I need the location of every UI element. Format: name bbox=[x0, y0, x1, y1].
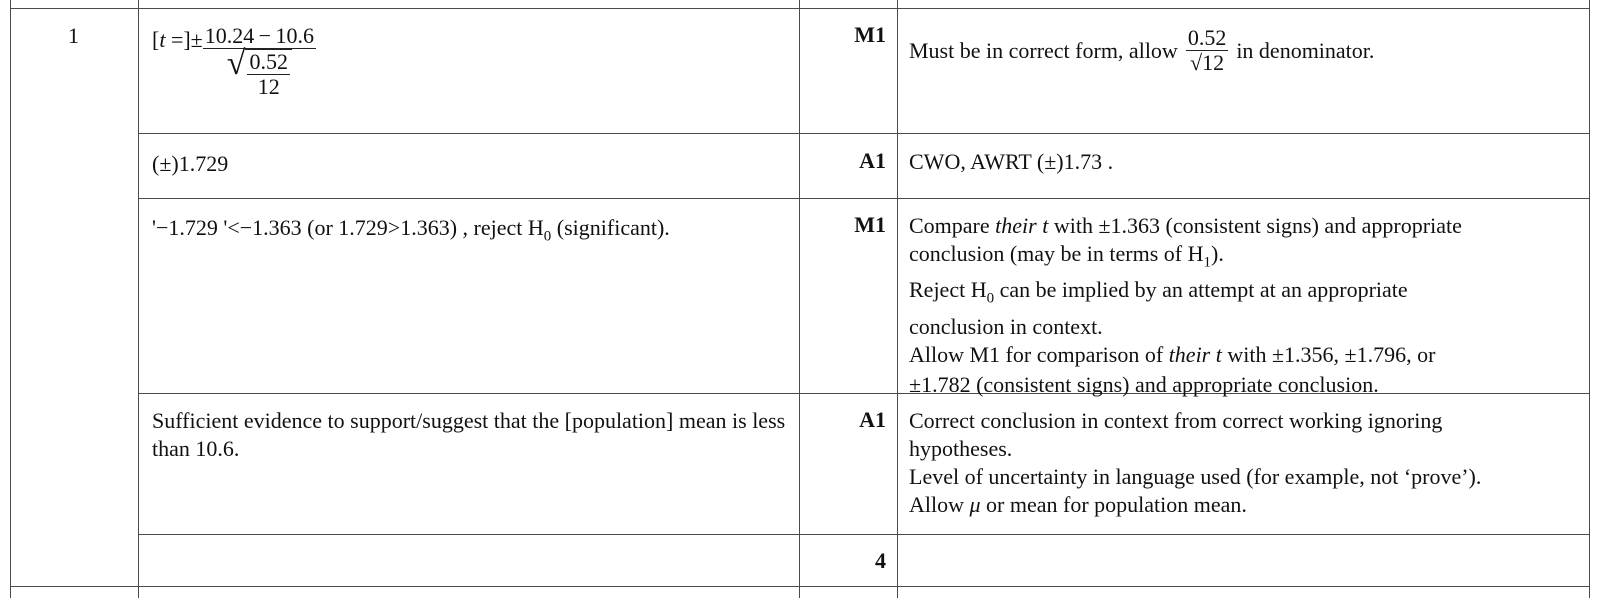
guidance-text: can be implied by an attempt at an appropriate bbox=[994, 277, 1408, 303]
column-divider bbox=[799, 0, 800, 598]
row-divider bbox=[138, 534, 1590, 535]
mark-a1: A1 bbox=[859, 148, 886, 173]
guidance-text: Compare bbox=[909, 213, 996, 238]
subscript: 0 bbox=[543, 228, 552, 245]
guidance-italic: their bbox=[1168, 341, 1211, 367]
guidance-text: in denominator. bbox=[1236, 37, 1375, 63]
guidance-text: Reject H bbox=[909, 277, 987, 303]
guidance-text: hypotheses. bbox=[909, 436, 1013, 461]
mark-scheme-table bbox=[10, 0, 1590, 598]
table-border-right bbox=[1589, 0, 1590, 598]
answer-t-value: (±)1.729 bbox=[152, 151, 229, 176]
table-border-top bbox=[10, 8, 1590, 9]
guidance-text: conclusion (may be in terms of H bbox=[909, 241, 1204, 266]
guidance-text: ). bbox=[1211, 241, 1224, 266]
t-numerator: 10.24 − 10.6 bbox=[204, 23, 314, 48]
guidance-italic: t bbox=[1042, 213, 1049, 238]
guidance-italic: their bbox=[995, 213, 1037, 238]
guidance-text: Correct conclusion in context from correct working ignoring bbox=[909, 408, 1443, 433]
subscript: 0 bbox=[986, 290, 995, 307]
guidance-text: with ±1.363 (consistent signs) and appropriate bbox=[1048, 213, 1462, 238]
mark-m1: M1 bbox=[854, 212, 886, 237]
sqrt-expression: √ $\frac{0.52}{12}$ bbox=[227, 49, 292, 99]
column-divider bbox=[138, 0, 139, 598]
question-number: 1 bbox=[68, 23, 79, 48]
guidance-text: conclusion in context. bbox=[909, 313, 1103, 339]
subscript: 1 bbox=[1203, 254, 1211, 271]
guidance-text: Must be in correct form, allow bbox=[909, 37, 1178, 63]
total-marks: 4 bbox=[875, 548, 886, 573]
guidance-row-1 bbox=[909, 26, 1374, 75]
table-border-bottom bbox=[10, 586, 1590, 587]
guidance-text: Level of uncertainty in language used (for example, not ‘prove’). bbox=[909, 464, 1482, 489]
guidance-row-4 bbox=[909, 407, 1579, 519]
guidance-row-2: CWO, AWRT (±)1.73 . bbox=[909, 149, 1114, 174]
guidance-fraction: $\frac{0.52}{√12}$ bbox=[1187, 25, 1227, 75]
guidance-text: or mean for population mean. bbox=[980, 492, 1247, 517]
guidance-fraction-denominator: 12 bbox=[1202, 50, 1225, 75]
answer-comparison-text: '−1.729 '<−1.363 (or 1.729>1.363) , reject H bbox=[152, 215, 544, 240]
guidance-text: with ±1.356, ±1.796, or bbox=[1221, 341, 1436, 367]
sqrt-numerator: 0.52 bbox=[249, 49, 288, 74]
mark-m1: M1 bbox=[854, 22, 886, 47]
answer-t-formula: [t =]± 10.24 − 10.6 √ $\frac{0.52}{12}$ bbox=[152, 23, 314, 99]
t-fraction bbox=[203, 24, 316, 99]
guidance-fraction-numerator: 0.52 bbox=[1187, 25, 1227, 50]
row-divider bbox=[138, 198, 1590, 199]
answer-comparison-text: (significant). bbox=[551, 215, 670, 240]
answer-comparison bbox=[152, 214, 670, 250]
table-border-left bbox=[10, 0, 11, 598]
mu-symbol: μ bbox=[969, 492, 981, 517]
guidance-text: Allow bbox=[909, 492, 970, 517]
guidance-text: ±1.782 (consistent signs) and appropriate conclusion. bbox=[909, 371, 1379, 397]
column-divider bbox=[897, 0, 898, 598]
sqrt-denominator: 12 bbox=[257, 74, 280, 99]
row-divider bbox=[138, 133, 1590, 134]
answer-conclusion: Sufficient evidence to support/suggest that the [population] mean is less than 10.6. bbox=[152, 408, 786, 461]
mark-a1: A1 bbox=[859, 407, 886, 432]
guidance-italic: t bbox=[1215, 341, 1222, 367]
guidance-text: Allow M1 for comparison of bbox=[909, 341, 1169, 367]
guidance-row-3 bbox=[909, 212, 1579, 399]
t-variable: t bbox=[159, 26, 166, 52]
